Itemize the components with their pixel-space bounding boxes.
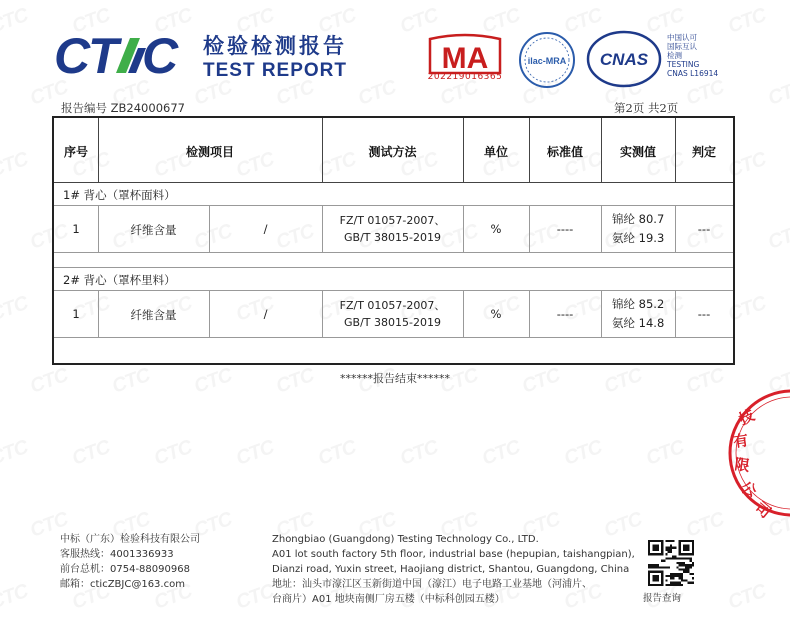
watermark-logo [355, 76, 399, 111]
header-standard: 标准值 [546, 145, 583, 159]
watermark-logo [479, 436, 523, 471]
footer-address-en-1: A01 lot south factory 5th floor, industrial base (hepupian, taishangpian), [272, 549, 635, 560]
cnas-side-line: 中国认可 [667, 33, 697, 42]
svg-text:C: C [54, 28, 91, 80]
footer-address-en-2: Dianzi road, Yuxin street, Haojiang district, Shantou, Guangdong, China [272, 564, 630, 575]
watermark-logo [683, 76, 727, 111]
row-method-1: FZ/T 01057-2007、 [339, 299, 446, 312]
section-label: 1# 背心（罩杯面料） [63, 188, 176, 202]
official-seal-icon [720, 385, 790, 525]
page-info: 第2页 共2页 [614, 101, 679, 115]
watermark-logo [765, 220, 790, 255]
qr-label: 报告查询 [643, 593, 682, 604]
watermark-logo [0, 148, 31, 183]
header-no: 序号 [63, 145, 88, 159]
watermark-logo [0, 4, 31, 39]
row-item: 纤维含量 [130, 223, 177, 237]
row-method-2: GB/T 38015-2019 [344, 316, 441, 329]
row-no: 1 [72, 222, 80, 236]
svg-text:司: 司 [751, 498, 775, 522]
row-method-2: GB/T 38015-2019 [344, 231, 441, 244]
row-unit: % [490, 222, 502, 236]
row-sub: / [263, 222, 268, 236]
row-judgment: --- [697, 307, 711, 321]
footer-front-desk: 前台总机：0754-88090968 [60, 564, 190, 575]
report-title-cn: 检验检测报告 [203, 34, 347, 58]
section-label: 2# 背心（罩杯里料） [63, 273, 176, 287]
watermark-logo [725, 580, 769, 615]
cnas-side-line: 国际互认 [667, 42, 697, 51]
cma-mark-text: MA [441, 42, 489, 75]
header-measured: 实测值 [619, 145, 656, 159]
watermark-logo [151, 436, 195, 471]
watermark-logo [0, 580, 31, 615]
row-standard: ---- [556, 222, 574, 236]
svg-text:限: 限 [733, 455, 751, 476]
cma-code: 202219016365 [427, 72, 503, 82]
ctc-logo [54, 28, 189, 80]
watermark-logo [233, 436, 277, 471]
row-measured-1: 锦纶 80.7 [612, 212, 665, 226]
table-rule [601, 290, 602, 337]
watermark-logo [643, 436, 687, 471]
ilac-mra-icon [516, 30, 578, 90]
cnas-side-text [667, 33, 718, 78]
cnas-side-line: TESTING [667, 60, 700, 69]
table-rule [54, 267, 733, 268]
row-measured-1: 锦纶 85.2 [612, 297, 665, 311]
table-rule [601, 205, 602, 252]
row-method-1: FZ/T 01057-2007、 [339, 214, 446, 227]
row-judgment: --- [697, 222, 711, 236]
results-table [52, 116, 735, 365]
row-unit: % [490, 307, 502, 321]
svg-text:有: 有 [732, 431, 750, 451]
watermark-logo [69, 436, 113, 471]
row-measured-2: 氨纶 19.3 [612, 231, 665, 245]
row-item: 纤维含量 [130, 308, 177, 322]
svg-text:T: T [88, 28, 119, 80]
cnas-side-line: 检测 [667, 51, 682, 60]
row-measured-2: 氨纶 14.8 [612, 316, 665, 330]
footer-company-cn: 中标（广东）检验科技有限公司 [60, 534, 200, 545]
footer-address [272, 532, 635, 607]
row-no: 1 [72, 307, 80, 321]
table-rule [54, 205, 733, 206]
table-rule [54, 337, 733, 338]
report-title-en: TEST REPORT [203, 60, 348, 81]
row-sub: / [263, 307, 268, 321]
svg-text:技: 技 [736, 405, 758, 429]
qr-code-icon[interactable] [648, 540, 694, 586]
header-judgment: 判定 [691, 145, 716, 159]
watermark-logo [561, 436, 605, 471]
footer-email[interactable]: 邮箱：cticZBJC@163.com [60, 579, 185, 590]
cnas-logo-icon [586, 30, 662, 88]
footer-hotline: 客服热线：4001336933 [60, 549, 174, 560]
footer-contact [60, 532, 200, 592]
table-rule [54, 252, 733, 253]
footer-company-en: Zhongbiao (Guangdong) Testing Technology Co., LTD. [272, 534, 539, 545]
svg-text:公: 公 [738, 478, 760, 501]
watermark-logo [315, 436, 359, 471]
report-number: 报告编号 ZB24000677 [61, 101, 185, 115]
footer-address-cn-2: 台商片）A01 地块南侧厂房五楼（中标科创园五楼） [272, 594, 505, 605]
row-standard: ---- [556, 307, 574, 321]
watermark-logo [725, 4, 769, 39]
footer-address-cn-1: 地址：汕头市濠江区玉新街道中国（濠江）电子电路工业基地（河浦片、 [272, 579, 592, 590]
header-item: 检测项目 [185, 145, 234, 159]
svg-text:C: C [142, 28, 179, 80]
header-unit: 单位 [483, 145, 508, 159]
table-rule [54, 182, 733, 183]
report-end-mark: ******报告结束****** [340, 372, 450, 385]
table-rule [54, 290, 733, 291]
watermark-logo [397, 436, 441, 471]
header-method: 测试方法 [368, 145, 417, 159]
watermark-logo [233, 580, 277, 615]
watermark-logo [0, 436, 31, 471]
cnas-logo-text: CNAS [599, 50, 649, 69]
ilac-mra-text: ilac-MRA [527, 56, 567, 66]
watermark-logo [765, 76, 790, 111]
cnas-side-line: CNAS L16914 [667, 69, 719, 78]
watermark-logo [0, 292, 31, 327]
